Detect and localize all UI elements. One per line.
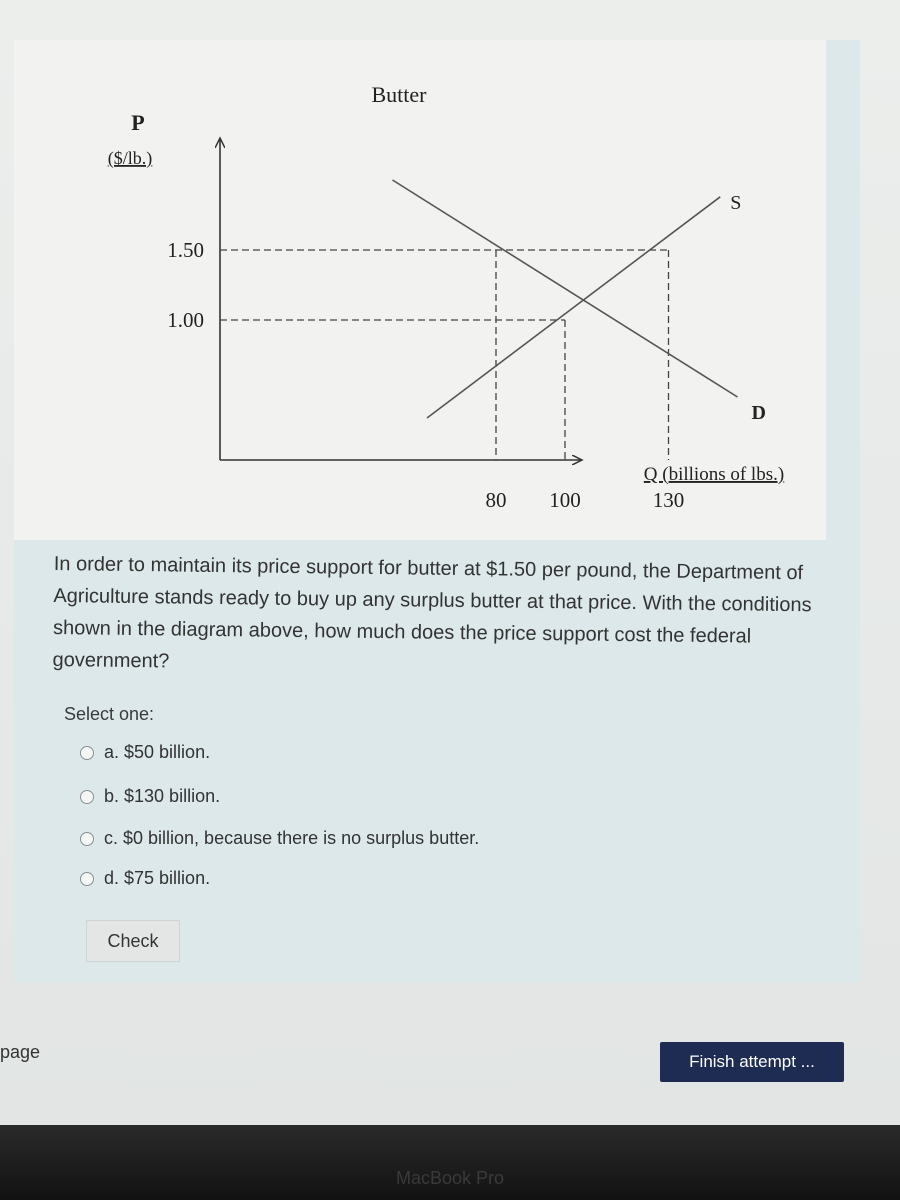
radio-icon[interactable] (80, 872, 94, 886)
y-tick-label: 1.50 (167, 238, 204, 262)
select-one-label: Select one: (64, 704, 155, 724)
y-axis-unit: ($/lb.) (107, 148, 153, 168)
check-button[interactable]: Check (86, 920, 180, 962)
option-c[interactable] (80, 828, 479, 849)
option-d[interactable] (80, 868, 210, 889)
option-a[interactable] (80, 742, 210, 763)
supply-label: S (730, 191, 742, 214)
radio-icon[interactable] (80, 790, 94, 804)
radio-icon[interactable] (80, 832, 94, 846)
chart-title: Butter (371, 82, 427, 107)
y-tick-label: 1.00 (167, 308, 204, 332)
question-text: In order to maintain its price support for butter at $1.50 per pound, the Department of Agriculture stands ready to buy up any surplus butter at that price. With the conditions shown in the diagram above, how much does the price support cost the federal government? (52, 552, 812, 673)
finish-attempt-button[interactable]: Finish attempt ... (660, 1042, 844, 1082)
y-axis-symbol: P (131, 110, 145, 135)
demand-label: D (751, 402, 766, 424)
option-a-label: a. $50 billion. (104, 742, 211, 762)
option-c-label: c. $0 billion, because there is no surplus butter. (104, 828, 480, 848)
option-b-label: b. $130 billion. (104, 786, 221, 806)
x-tick-label: 80 (485, 488, 507, 512)
option-d-label: d. $75 billion. (104, 868, 211, 888)
page-nav-label[interactable]: page (0, 1042, 41, 1062)
x-axis-label: Q (billions of lbs.) (643, 464, 785, 485)
radio-icon[interactable] (80, 746, 94, 760)
butter-chart (14, 40, 826, 540)
supply-demand-figure (14, 40, 826, 540)
laptop-brand-label: MacBook Pro (395, 1168, 505, 1188)
x-tick-label: 100 (549, 488, 581, 512)
x-tick-label: 130 (652, 488, 685, 512)
option-b[interactable] (80, 786, 220, 807)
